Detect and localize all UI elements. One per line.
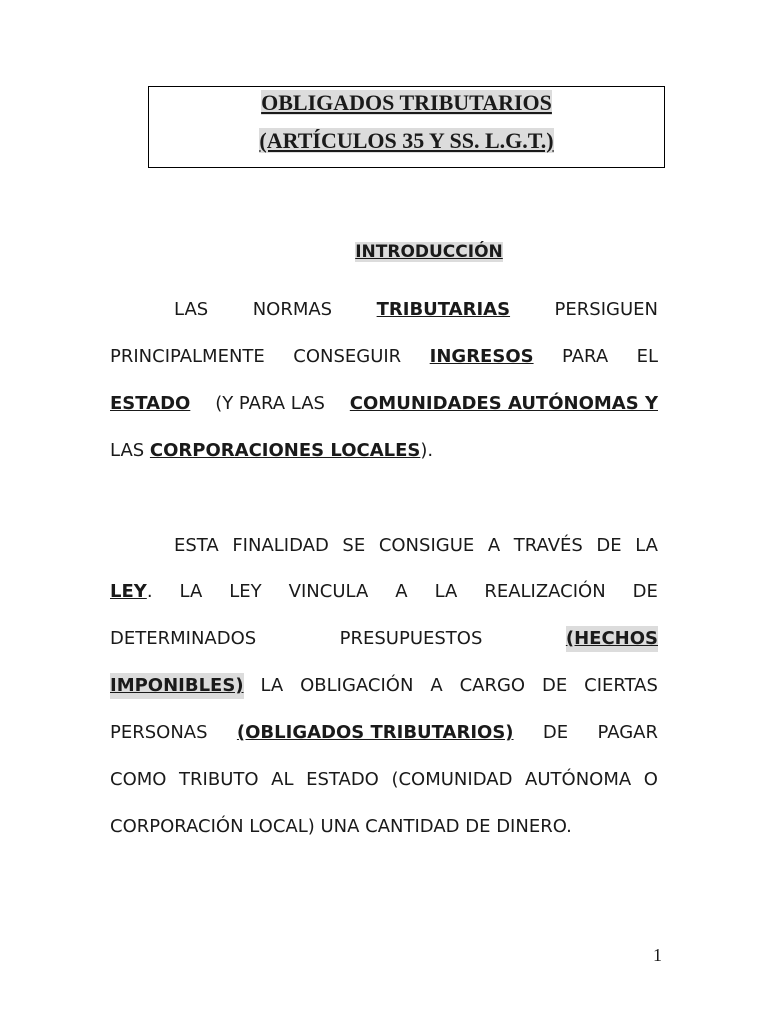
- word: A: [430, 675, 443, 696]
- word: CONSIGUE: [378, 535, 475, 556]
- word: CARGO: [459, 675, 526, 696]
- document-subtitle: [149, 128, 664, 154]
- word: (COMUNIDAD: [391, 769, 513, 790]
- word: PRESUPUESTOS: [339, 628, 483, 649]
- keyword-estado: ESTADO: [110, 393, 191, 414]
- word: EL: [636, 346, 658, 367]
- word: LEY: [229, 581, 262, 602]
- phrase: (Y PARA LAS: [215, 393, 325, 414]
- punctuation: ).: [420, 440, 434, 461]
- paragraph2-line3: [110, 626, 658, 652]
- section-heading: [0, 240, 768, 264]
- word: LAS: [110, 440, 145, 461]
- word: CONSEGUIR: [293, 346, 402, 367]
- keyword-hechos: (HECHOS: [566, 626, 658, 652]
- word: LA: [260, 675, 284, 696]
- keyword-ingresos: INGRESOS: [429, 346, 534, 367]
- word: TRIBUTO: [179, 769, 259, 790]
- word: NORMAS: [252, 299, 333, 320]
- word: A: [487, 535, 501, 556]
- paragraph1-line1: [174, 297, 658, 323]
- word: LA: [635, 535, 658, 556]
- word: ESTA: [174, 535, 219, 556]
- word: DETERMINADOS: [110, 628, 257, 649]
- word: PRINCIPALMENTE: [110, 346, 265, 367]
- word: ESTADO: [306, 769, 379, 790]
- keyword-ley: [110, 579, 153, 605]
- paragraph2-line7: [110, 814, 658, 840]
- word: PAGAR: [597, 722, 658, 743]
- word: DE: [632, 581, 658, 602]
- word: AUTÓNOMA: [525, 769, 632, 790]
- word: O: [643, 769, 658, 790]
- punctuation: .: [146, 581, 153, 602]
- word: AL: [271, 769, 294, 790]
- word: VINCULA: [288, 581, 369, 602]
- paragraph2-line6: [110, 767, 658, 793]
- title-box: [148, 86, 665, 168]
- keyword-corporaciones-locales: CORPORACIONES LOCALES: [149, 440, 421, 461]
- keyword-ley-text: LEY: [110, 581, 147, 602]
- word: LA: [434, 581, 458, 602]
- word: DE: [596, 535, 622, 556]
- word: DE: [542, 675, 568, 696]
- word: PERSIGUEN: [554, 299, 658, 320]
- keyword-imponibles: IMPONIBLES): [110, 673, 244, 699]
- paragraph1-line4: [110, 438, 658, 464]
- document-subtitle-text: (ARTÍCULOS 35 Y SS. L.G.T.): [259, 128, 554, 153]
- word: SE: [342, 535, 366, 556]
- word: TRAVÉS: [513, 535, 583, 556]
- word: DE: [542, 722, 569, 743]
- word: LAS: [174, 299, 209, 320]
- paragraph1-line2: [110, 344, 658, 370]
- word: LA: [179, 581, 203, 602]
- line-text: CORPORACIÓN LOCAL) UNA CANTIDAD DE DINERO.: [110, 816, 572, 837]
- section-heading-text: INTRODUCCIÓN: [355, 242, 503, 262]
- keyword-obligados-tributarios: (OBLIGADOS TRIBUTARIOS): [236, 722, 514, 743]
- word: FINALIDAD: [232, 535, 329, 556]
- word: A: [395, 581, 408, 602]
- paragraph1-line3: [110, 391, 658, 417]
- document-title: [149, 90, 664, 116]
- keyword-comunidades-autonomas: COMUNIDADES AUTÓNOMAS Y: [349, 393, 658, 414]
- word: COMO: [110, 769, 167, 790]
- paragraph2-line2: [110, 579, 658, 605]
- paragraph2-line1: [174, 533, 658, 559]
- word: OBLIGACIÓN: [300, 675, 414, 696]
- word: PARA: [562, 346, 609, 367]
- word: PERSONAS: [110, 722, 208, 743]
- keyword-tributarias: TRIBUTARIAS: [376, 299, 511, 320]
- document-title-text: OBLIGADOS TRIBUTARIOS: [261, 90, 552, 115]
- word: REALIZACIÓN: [484, 581, 606, 602]
- paragraph2-line5: [110, 720, 658, 746]
- paragraph2-line4: [110, 673, 658, 699]
- page-number: 1: [653, 945, 662, 965]
- word: CIERTAS: [584, 675, 658, 696]
